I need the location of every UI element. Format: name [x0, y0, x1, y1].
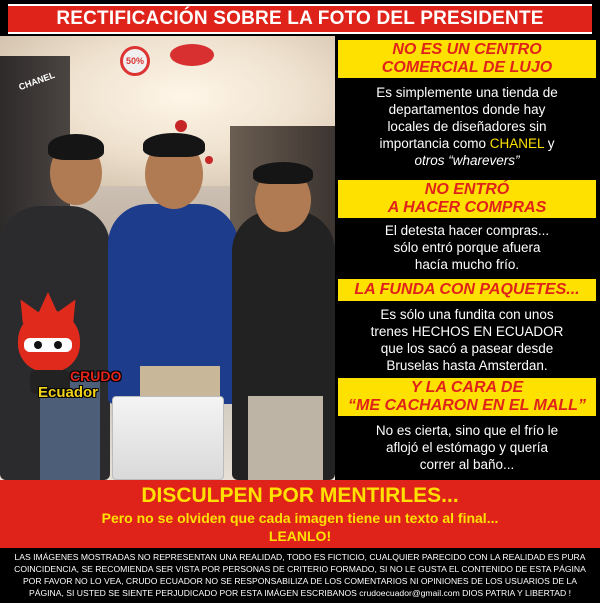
section-1-body-line: otros “wharevers” — [414, 153, 520, 168]
section-2-body-line: sólo entró porque afuera — [393, 240, 541, 255]
person-middle-hair — [143, 133, 205, 157]
section-1-body-line: locales de diseñadores sin — [387, 119, 547, 134]
photo-ornament — [175, 120, 187, 132]
section-4-body-line: No es cierta, sino que el frío le — [375, 423, 559, 438]
section-4-body-line: aflojó el estómago y quería — [385, 440, 549, 455]
logo-eye — [54, 341, 62, 349]
section-3-body-line: Bruselas hasta Amsterdan. — [386, 358, 548, 373]
section-3-body-line: que los sacó a pasear desde — [380, 341, 554, 356]
shopping-bag — [112, 396, 224, 480]
rectification-panel — [336, 36, 600, 480]
section-3-body-line: trenes HECHOS EN ECUADOR — [370, 324, 564, 339]
section-2-body-line: El detesta hacer compras... — [384, 223, 550, 238]
mall-photo — [0, 36, 335, 480]
bottom-subtext: Pero no se olviden que cada imagen tiene un texto al final... — [101, 510, 499, 526]
section-2-body — [340, 222, 594, 273]
section-2-heading — [338, 180, 596, 218]
section-4-heading-line: “ME CACHARON EN EL MALL” — [348, 397, 586, 414]
photo-ornament — [170, 44, 214, 66]
photo-sale-ornament — [120, 46, 150, 76]
section-2-heading-line: A HACER COMPRAS — [387, 199, 547, 216]
logo-text-ecuador: Ecuador — [38, 384, 99, 401]
logo-text-crudo: CRUDO — [70, 368, 122, 384]
disclaimer-text: LAS IMÁGENES MOSTRADAS NO REPRESENTAN UNA REALIDAD, TODO ES FICTICIO, CUALQUIER PARECIDO CON LA REALIDAD ES PURA COINCIDENCIA, SE RECOMIENDA SER VISTA POR PERSONAS DE CRITERIO FORMADO, SI NO LE GUSTA EL CONTENIDO DE ESTA PÁGINA POR FAVOR NO LO VEA, CRUDO ECUADOR NO SE RESPONSABILIZA DE LOS COMENTARIOS NI OPINIONES DE LOS USUARIOS DE LA PÁGINA, SI USTED SE SIENTE PERJUDICADO POR ESTA IMÁGEN ESCRIBANOS crudoecuador@gmail.com DIOS PATRIA Y LIBERTAD ! — [14, 552, 586, 598]
section-2-heading-line: NO ENTRÓ — [424, 181, 510, 198]
section-3-body — [340, 306, 594, 374]
section-4-body — [340, 422, 594, 473]
section-1-body-line: importancia como CHANEL y — [379, 136, 555, 151]
logo-eye — [34, 341, 42, 349]
section-1-heading-line: COMERCIAL DE LUJO — [381, 59, 553, 76]
section-2-body-line: hacía mucho frío. — [414, 257, 520, 272]
person-left-hair — [48, 134, 104, 160]
section-4-heading — [338, 378, 596, 416]
section-1-heading — [338, 40, 596, 78]
top-banner-title: RECTIFICACIÓN SOBRE LA FOTO DEL PRESIDENTE — [56, 8, 544, 29]
section-1-body — [340, 84, 594, 169]
section-1-body-line: Es simplemente una tienda de — [376, 85, 558, 100]
bottom-banner — [0, 480, 600, 548]
section-1-heading-line: NO ES UN CENTRO — [392, 41, 542, 58]
top-banner — [8, 4, 592, 34]
person-right-hair — [253, 162, 313, 184]
photo-ornament — [205, 156, 213, 164]
section-1-body-line-highlight — [340, 135, 594, 152]
section-4-body-line: correr al baño... — [419, 457, 515, 472]
section-1-body-line: departamentos donde hay — [388, 102, 546, 117]
person-right-pants — [248, 396, 323, 480]
section-4-heading-line: Y LA CARA DE — [410, 379, 524, 396]
crudo-ecuador-logo — [8, 298, 133, 403]
chanel-highlight: CHANEL — [489, 136, 545, 151]
photo-sign-sale: 50% — [126, 56, 145, 66]
section-3-body-line: Es sólo una fundita con unos — [380, 307, 554, 322]
logo-mascot-eyes — [24, 338, 72, 352]
bottom-headline: DISCULPEN POR MENTIRLES... — [141, 484, 459, 507]
section-3-heading — [338, 279, 596, 301]
bottom-call-to-action: LEANLO! — [268, 528, 332, 544]
section-3-heading-line: LA FUNDA CON PAQUETES... — [354, 281, 580, 298]
photo-sign-chanel: CHANEL — [17, 69, 57, 93]
